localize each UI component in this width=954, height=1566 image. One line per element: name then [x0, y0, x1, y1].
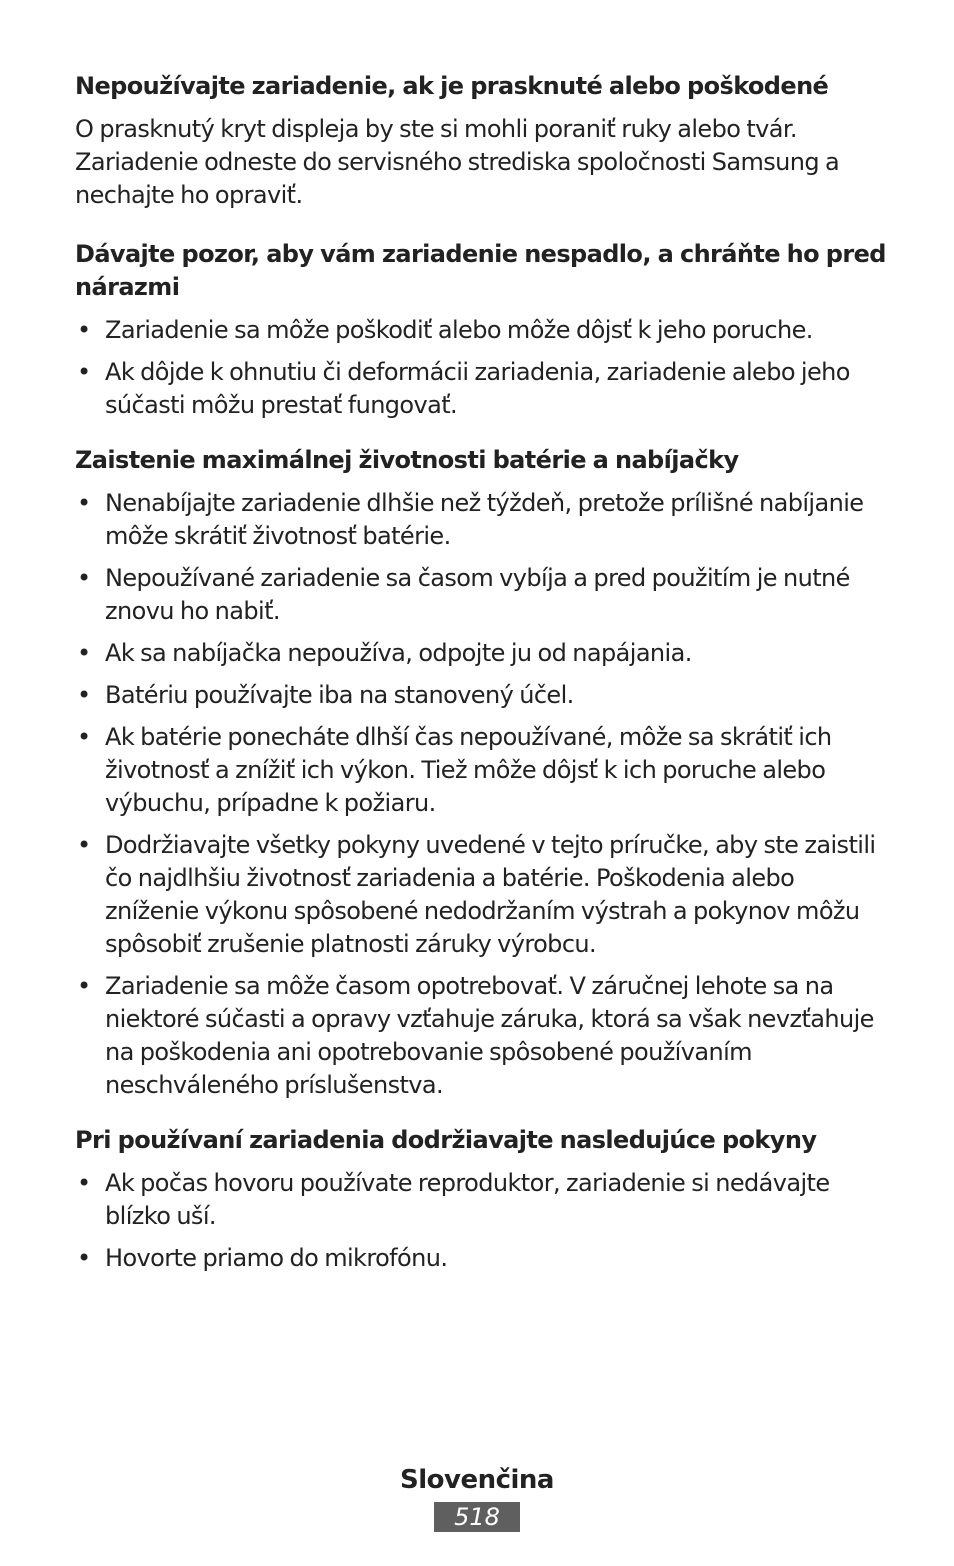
section-heading: Dávajte pozor, aby vám zariadenie nespadlo, a chráňte ho pred nárazmi [75, 240, 886, 301]
list-item [75, 1242, 887, 1275]
list-item [75, 829, 887, 961]
list-item [75, 487, 887, 553]
document-body [75, 70, 887, 1297]
footer-language: Slovenčina [400, 1465, 554, 1495]
list-item [75, 314, 887, 347]
list-item [75, 356, 887, 422]
bullet-list [75, 314, 887, 422]
bullet-list [75, 487, 887, 1102]
page-footer [0, 1462, 954, 1532]
bullet-list [75, 1167, 887, 1275]
bullet-icon: • [77, 1244, 91, 1272]
section-drop-protection [75, 238, 887, 422]
list-item [75, 637, 887, 670]
list-item [75, 679, 887, 712]
list-item-text: Nepoužívané zariadenie sa časom vybíja a pred použitím je nutné znovu ho nabiť. [105, 564, 850, 625]
list-item-text: Ak počas hovoru používate reproduktor, zariadenie si nedávajte blízko uší. [105, 1169, 830, 1230]
section-battery-life [75, 444, 887, 1102]
list-item [75, 721, 887, 820]
list-item-text: Dodržiavajte všetky pokyny uvedené v tejto príručke, aby ste zaistili čo najdlhšiu životnosť zariadenia a batérie. Poškodenia alebo zníženie výkonu spôsobené nedodržaním výstrah a pokynov môžu spôsobiť zrušenie platnosti záruky výrobcu. [105, 831, 876, 958]
section-damaged-device [75, 70, 887, 212]
list-item-text: Ak batérie ponecháte dlhší čas nepoužívané, môže sa skrátiť ich životnosť a znížiť ich výkon. Tiež môže dôjsť k ich poruche alebo výbuchu, prípadne k požiaru. [105, 723, 832, 817]
list-item-text: Ak sa nabíjačka nepoužíva, odpojte ju od napájania. [105, 639, 692, 667]
bullet-icon: • [77, 831, 91, 859]
bullet-icon: • [77, 639, 91, 667]
list-item-text: Ak dôjde k ohnutiu či deformácii zariadenia, zariadenie alebo jeho súčasti môžu prestať fungovať. [105, 358, 850, 419]
bullet-icon: • [77, 489, 91, 517]
bullet-icon: • [77, 358, 91, 386]
bullet-icon: • [77, 972, 91, 1000]
list-item-text: Batériu používajte iba na stanovený účel. [105, 681, 574, 709]
section-usage-instructions [75, 1124, 887, 1275]
bullet-icon: • [77, 723, 91, 751]
list-item-text: Zariadenie sa môže časom opotrebovať. V záručnej lehote sa na niektoré súčasti a opravy vzťahuje záruka, ktorá sa však nevzťahuje na poškodenia ani opotrebovanie spôsobené používaním neschváleného príslušenstva. [105, 972, 874, 1099]
list-item-text: Zariadenie sa môže poškodiť alebo môže dôjsť k jeho poruche. [105, 316, 813, 344]
bullet-icon: • [77, 681, 91, 709]
list-item-text: Hovorte priamo do mikrofónu. [105, 1244, 448, 1272]
page-number-badge: 518 [434, 1502, 520, 1532]
section-heading: Nepoužívajte zariadenie, ak je prasknuté alebo poškodené [75, 72, 829, 100]
list-item-text: Nenabíjajte zariadenie dlhšie než týždeň, pretože prílišné nabíjanie môže skrátiť životnosť batérie. [105, 489, 864, 550]
bullet-icon: • [77, 564, 91, 592]
list-item [75, 562, 887, 628]
bullet-icon: • [77, 316, 91, 344]
list-item [75, 970, 887, 1102]
section-heading: Zaistenie maximálnej životnosti batérie a nabíjačky [75, 446, 739, 474]
list-item [75, 1167, 887, 1233]
section-heading: Pri používaní zariadenia dodržiavajte nasledujúce pokyny [75, 1126, 817, 1154]
bullet-icon: • [77, 1169, 91, 1197]
section-paragraph: O prasknutý kryt displeja by ste si mohli poraniť ruky alebo tvár. Zariadenie odneste do servisného strediska spoločnosti Samsung a nechajte ho opraviť. [75, 115, 840, 209]
